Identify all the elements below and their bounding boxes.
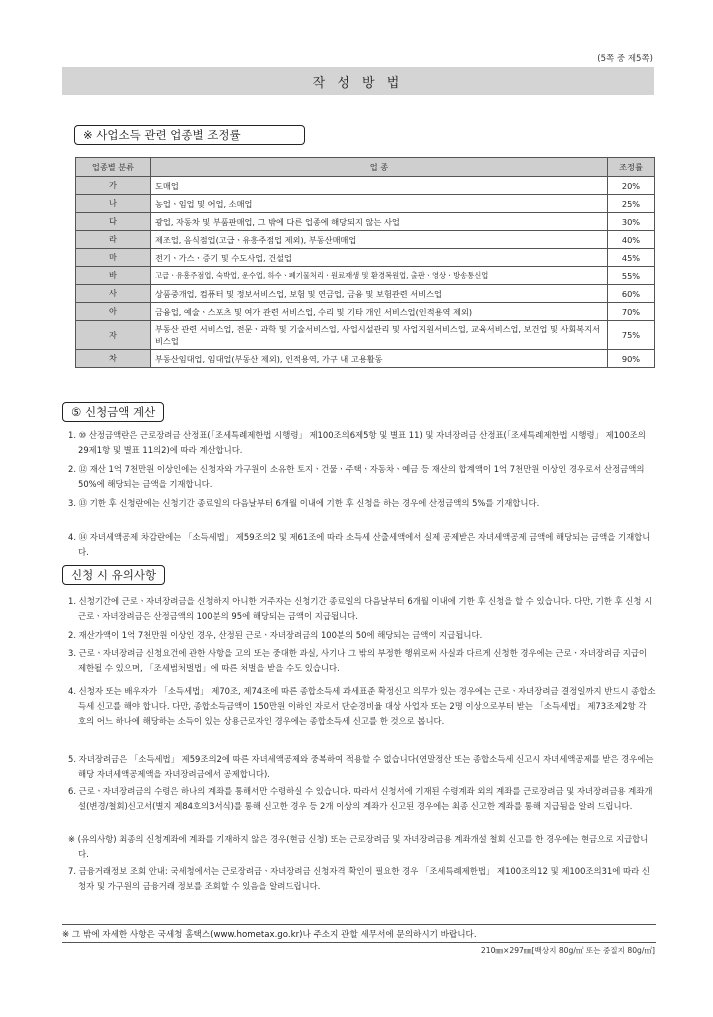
footer-note: ※ 그 밖에 자세한 사항은 국세청 홈택스(www.hometax.go.kr)나 주소지 관할 세무서에 문의하시기 바랍니다.: [62, 930, 477, 940]
industry-cell: 고급ㆍ유흥주점업, 숙박업, 운수업, 하수ㆍ폐기물처리ㆍ원료재생 및 환경복원업, 출판ㆍ영상ㆍ방송통신업: [151, 267, 608, 285]
rate-cell: 75%: [608, 321, 655, 350]
calc-note-4: 4. ⑭ 자녀세액공제 차감란에는 「소득세법」 제59조의2 및 제61조에 따라 소득세 산출세액에서 실제 공제받은 자녀세액공제 금액에 해당되는 금액을 기재합니다.: [68, 532, 651, 557]
table-row: [76, 195, 655, 213]
category-cell: 바: [76, 267, 151, 285]
rate-cell: 30%: [608, 213, 655, 231]
page-title: 작 성 방 법: [62, 67, 654, 95]
column-header-industry: 업 종: [151, 158, 608, 177]
table-row: [76, 177, 655, 195]
industry-cell: 상품중개업, 컴퓨터 및 정보서비스업, 보험 및 연금업, 금융 및 보험관련 서비스업: [151, 285, 608, 303]
category-cell: 가: [76, 177, 151, 195]
table-row: [76, 350, 655, 368]
rate-cell: 25%: [608, 195, 655, 213]
footer-divider: [62, 924, 656, 925]
precaution-3: 3. 근로ㆍ자녀장려금 신청요건에 관한 사항을 고의 또는 중대한 과실, 사기나 그 밖의 부정한 행위로써 사실과 다르게 신청한 경우에는 근로ㆍ자녀장려금 지급이 제한될 수 있으며, 「조세범처벌법」에 따른 처벌을 받을 수도 있습니다.: [68, 648, 648, 673]
industry-rate-table: [75, 157, 655, 368]
table-row: [76, 303, 655, 321]
table-row: [76, 231, 655, 249]
table-row: [76, 267, 655, 285]
section-title-industry-rates: ※ 사업소득 관련 업종별 조정률: [74, 125, 305, 145]
category-cell: 나: [76, 195, 151, 213]
section-title-precautions: 신청 시 유의사항: [62, 565, 165, 585]
rate-cell: 55%: [608, 267, 655, 285]
precaution-1: 1. 신청기간에 근로ㆍ자녀장려금을 신청하지 아니한 거주자는 신청기간 종료일의 다음날부터 6개월 이내에 기한 후 신청을 할 수 있습니다. 다만, 기한 후 신청 시 근로ㆍ자녀장려금은 산정금액의 100분의 95에 해당되는 금액이 지급됩니다.: [68, 596, 653, 621]
industry-cell: 금융업, 예술ㆍ스포츠 및 여가 관련 서비스업, 수리 및 기타 개인 서비스업(인적용역 제외): [151, 303, 608, 321]
category-cell: 다: [76, 213, 151, 231]
industry-cell: 부동산임대업, 임대업(부동산 제외), 인적용역, 가구 내 고용활동: [151, 350, 608, 368]
category-cell: 라: [76, 231, 151, 249]
table-row: [76, 249, 655, 267]
industry-cell: 제조업, 음식점업(고급ㆍ유흥주점업 제외), 부동산매매업: [151, 231, 608, 249]
category-cell: 차: [76, 350, 151, 368]
category-cell: 마: [76, 249, 151, 267]
industry-cell: 농업ㆍ임업 및 어업, 소매업: [151, 195, 608, 213]
rate-cell: 60%: [608, 285, 655, 303]
industry-cell: 광업, 자동차 및 부품판매업, 그 밖에 다른 업종에 해당되지 않는 사업: [151, 213, 608, 231]
calc-note-3: 3. ⑬ 기한 후 신청란에는 신청기간 종료일의 다음날부터 6개월 이내에 기한 후 신청을 하는 경우에 산정금액의 5%를 기재합니다.: [68, 498, 540, 508]
section-title-amount-calc: ⑤ 신청금액 계산: [62, 402, 164, 422]
industry-cell: 부동산 관련 서비스업, 전문ㆍ과학 및 기술서비스업, 사업시설관리 및 사업지원서비스업, 교육서비스업, 보건업 및 사회복지서비스업: [151, 321, 608, 350]
precaution-note: ※ (유의사항) 최종의 신청계좌에 계좌를 기재하지 않은 경우(현금 신청) 또는 근로장려금 및 자녀장려금용 계좌개설 철회 신고를 한 경우에는 현금으로 지급합니다.: [68, 834, 649, 859]
rate-cell: 20%: [608, 177, 655, 195]
table-row: [76, 321, 655, 350]
table-header-row: [76, 158, 655, 177]
rate-cell: 40%: [608, 231, 655, 249]
precaution-5: 5. 자녀장려금은 「소득세법」 제59조의2에 따른 자녀세액공제와 중복하여 적용할 수 없습니다(연말정산 또는 종합소득세 신고시 자녀세액공제를 받은 경우에는 해당 자녀세액공제액을 자녀장려금에서 공제합니다).: [68, 754, 654, 779]
calc-note-1: 1. ⑩ 산정금액란은 근로장려금 산정표(「조세특례제한법 시행령」 제100조의6제5항 및 별표 11) 및 자녀장려금 산정표(「조세특례제한법 시행령」 제100조의29제1항 및 별표 11의2)에 따라 계산합니다.: [68, 430, 646, 455]
page-number: (5쪽 중 제5쪽): [597, 54, 653, 64]
calc-note-2: 2. ⑫ 재산 1억 7천만원 이상인에는 신청자와 가구원이 소유한 토지ㆍ건물ㆍ주택ㆍ자동차ㆍ예금 등 재산의 합계액이 1억 7천만원 이상인 경우로서 산정금액의 50%에 해당되는 금액을 기재합니다.: [68, 464, 645, 489]
table-row: [76, 285, 655, 303]
precaution-7: 7. 금융거래정보 조회 안내: 국세청에서는 근로장려금ㆍ자녀장려금 신청자격 확인이 필요한 경우 「조세특례제한법」 제100조의12 및 제100조의31에 따라 신청자 및 가구원의 금융거래 정보를 조회할 수 있음을 알려드립니다.: [68, 866, 650, 891]
paper-size: 210㎜×297㎜[백상지 80g/㎡ 또는 중질지 80g/㎡]: [480, 946, 655, 955]
industry-cell: 전기ㆍ가스ㆍ증기 및 수도사업, 건설업: [151, 249, 608, 267]
precaution-6: 6. 근로ㆍ자녀장려금의 수령은 하나의 계좌를 통해서만 수령하실 수 있습니다. 따라서 신청서에 기재된 수령계좌 외의 계좌를 근로장려금 및 자녀장려금용 계좌개설(변경/철회)신고서(별지 제84호의3서식)를 통해 신고한 경우 등 2개 이상의 계좌가 신고된 경우에는 최종 신고한 계좌를 통해 지급됨을 알려 드립니다.: [68, 786, 653, 811]
category-cell: 아: [76, 303, 151, 321]
table-row: [76, 213, 655, 231]
column-header-category: 업종별 분류: [76, 158, 151, 177]
rate-cell: 90%: [608, 350, 655, 368]
category-cell: 사: [76, 285, 151, 303]
industry-cell: 도매업: [151, 177, 608, 195]
precaution-4: 4. 신청자 또는 배우자가 「소득세법」 제70조, 제74조에 따른 종합소득세 과세표준 확정신고 의무가 있는 경우에는 근로ㆍ자녀장려금 결정일까지 반드시 종합소득세 신고를 해야 합니다. 다만, 종합소득금액이 150만원 이하인 자로서 단순경비율 대상 사업자 또는 2명 이상으로부터 받는 「소득세법」 제73조제2항 각 호의 어느 하나에 해당하는 소득이 있는 상용근로자인 경우에는 종합소득세 신고를 한 것으로 봅니다.: [68, 686, 656, 726]
column-header-rate: 조정률: [608, 158, 655, 177]
category-cell: 자: [76, 321, 151, 350]
precaution-2: 2. 재산가액이 1억 7천만원 이상인 경우, 산정된 근로ㆍ자녀장려금의 100분의 50에 해당되는 금액이 지급됩니다.: [68, 630, 483, 640]
rate-cell: 70%: [608, 303, 655, 321]
footer-divider-bottom: [62, 942, 656, 943]
rate-cell: 45%: [608, 249, 655, 267]
